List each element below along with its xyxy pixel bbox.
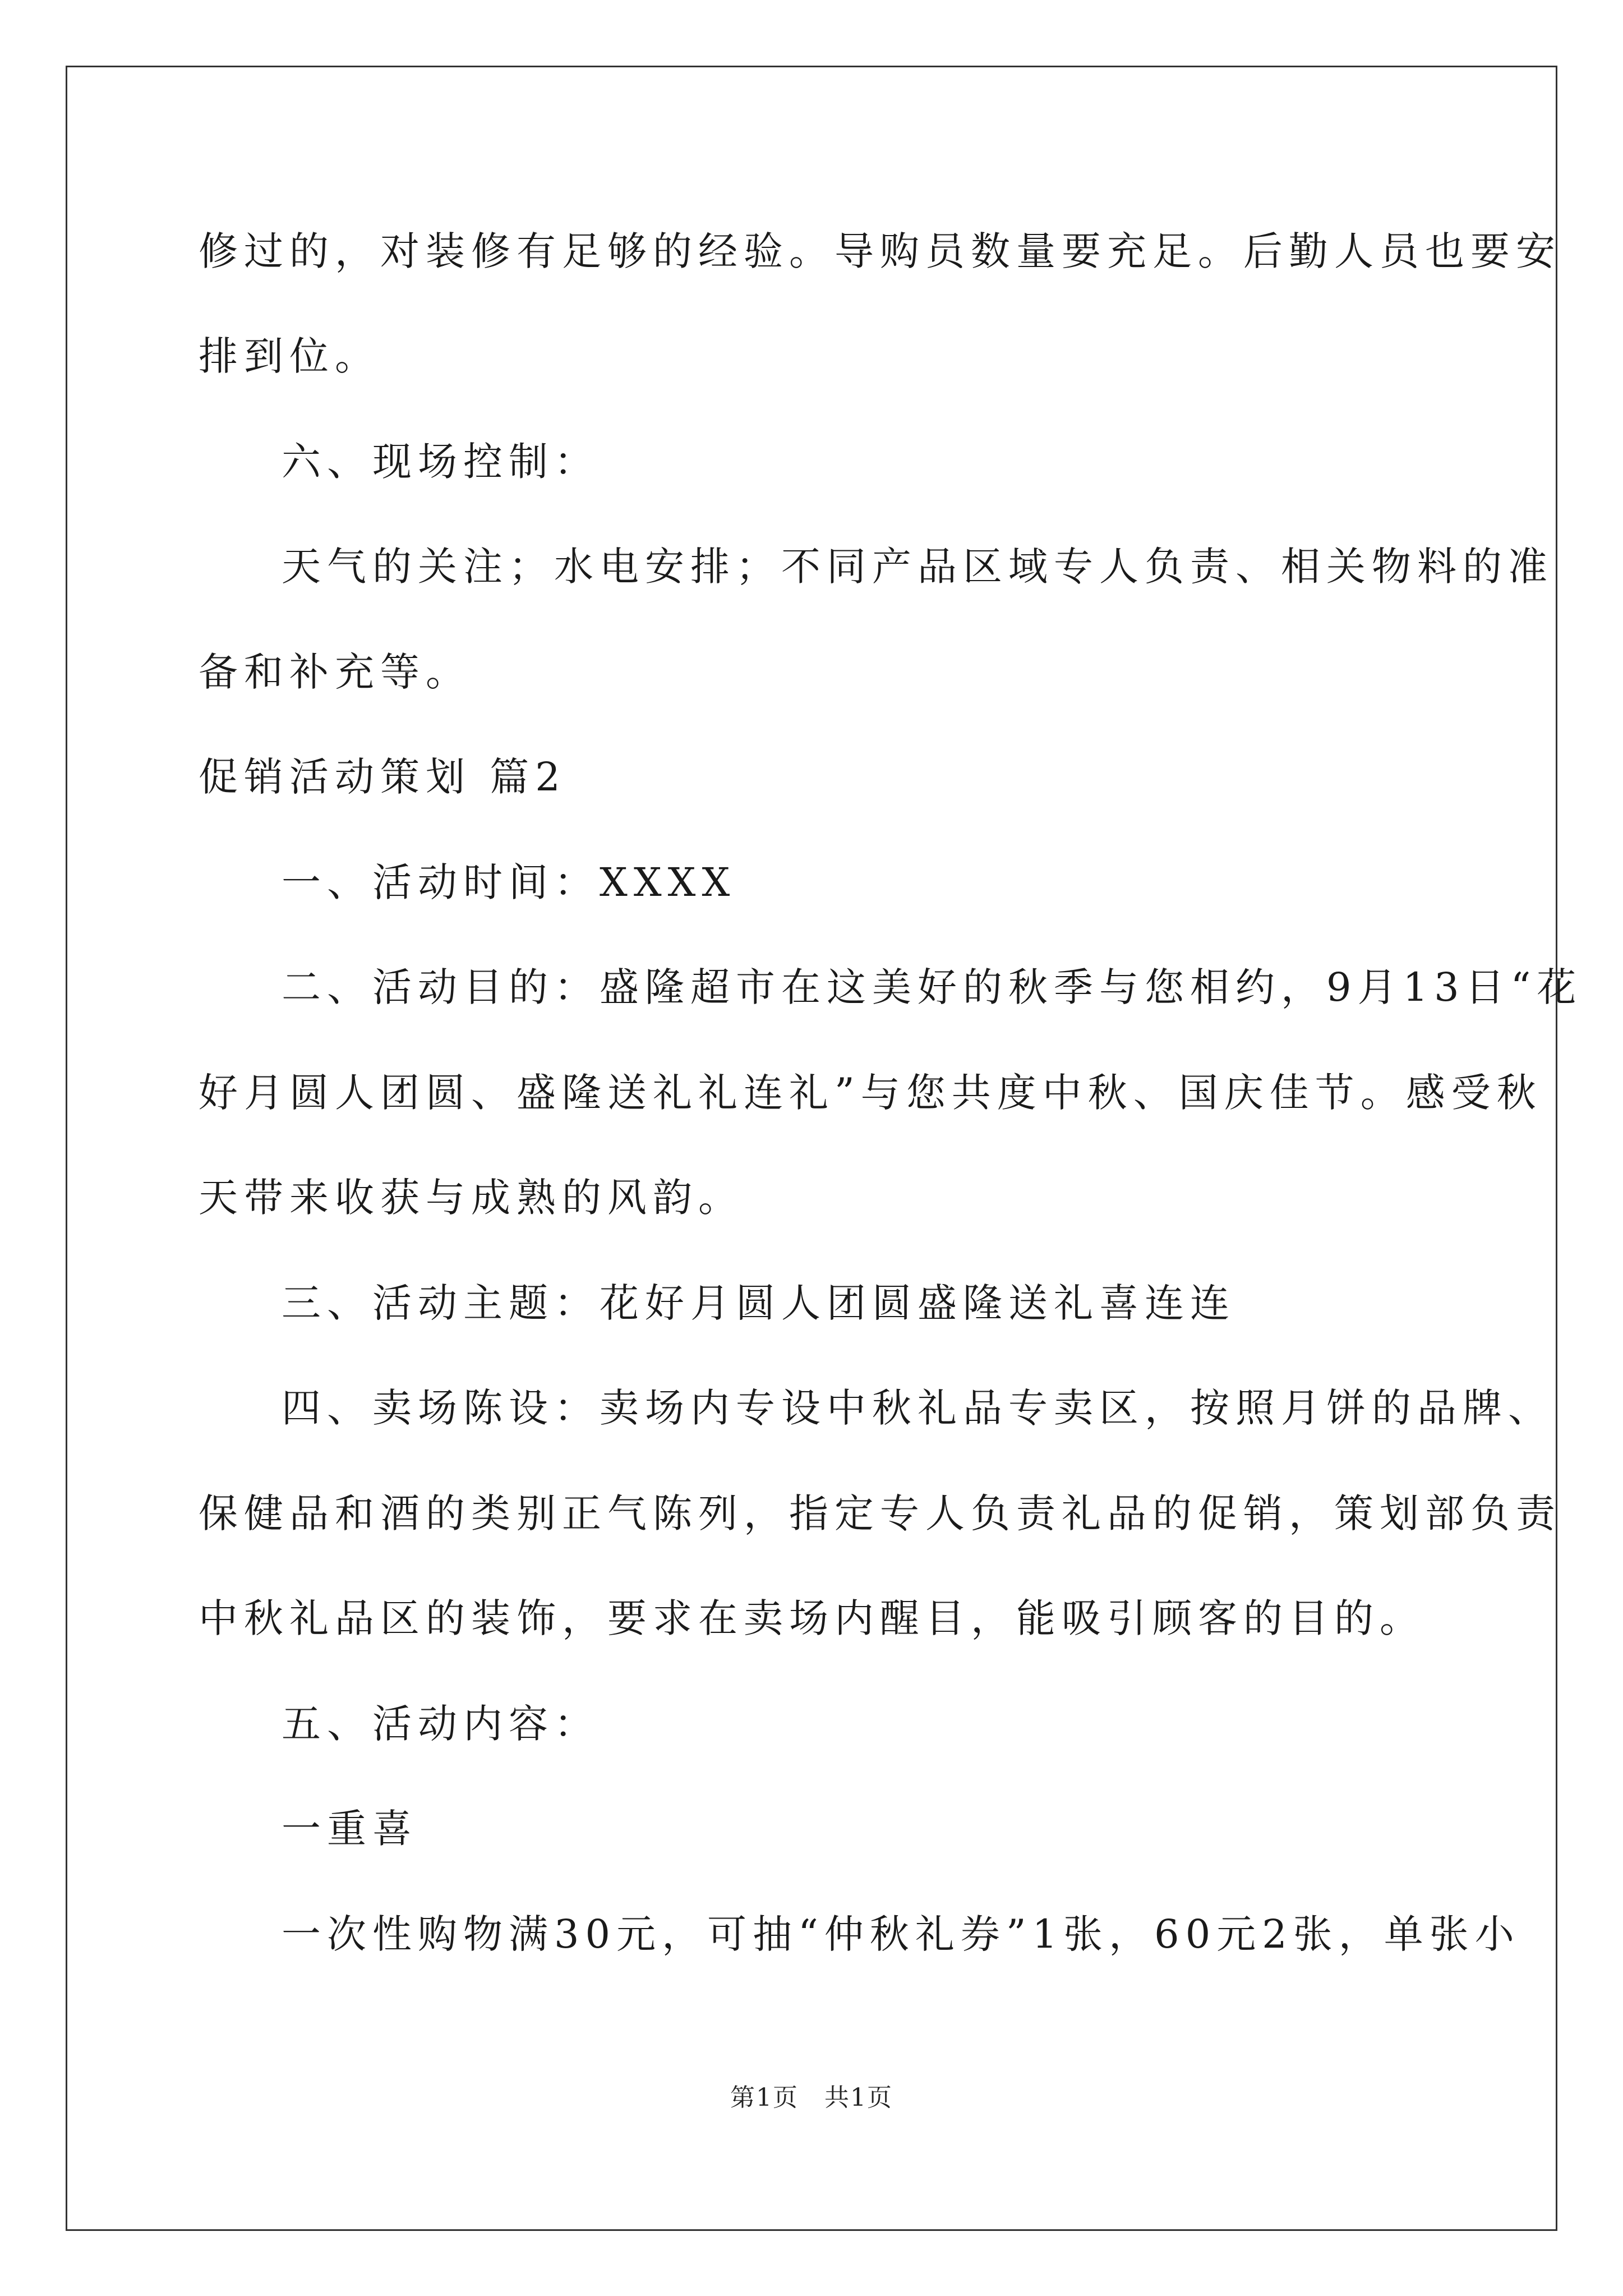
paragraph-line: 天带来收获与成熟的风韵。 xyxy=(199,1175,744,1221)
paragraph-line: 二、活动目的：盛隆超市在这美好的秋季与您相约，9月13日“花 xyxy=(282,964,1583,1010)
paragraph-line: 中秋礼品区的装饰，要求在卖场内醒目，能吸引顾客的目的。 xyxy=(199,1595,1425,1641)
section-heading: 一、活动时间：XXXX xyxy=(282,859,736,905)
paragraph-line: 好月圆人团圆、盛隆送礼礼连礼”与您共度中秋、国庆佳节。感受秋 xyxy=(199,1070,1542,1116)
paragraph-line: 保健品和酒的类别正气陈列，指定专人负责礼品的促销，策划部负责 xyxy=(199,1490,1561,1536)
section-heading: 六、现场控制： xyxy=(282,439,600,485)
paragraph-line: 备和补充等。 xyxy=(199,649,471,695)
page-footer: 第1页 共1页 xyxy=(730,2083,893,2112)
article-title: 促销活动策划 篇2 xyxy=(199,754,566,800)
paragraph-line: 排到位。 xyxy=(199,333,380,379)
paragraph-line: 一次性购物满30元，可抽“仲秋礼券”1张，60元2张，单张小 xyxy=(282,1911,1520,1957)
paragraph-line: 修过的，对装修有足够的经验。导购员数量要充足。后勤人员也要安 xyxy=(199,228,1561,274)
subsection-heading: 一重喜 xyxy=(282,1806,418,1852)
paragraph-line: 天气的关注；水电安排；不同产品区域专人负责、相关物料的准 xyxy=(282,544,1553,590)
section-heading: 五、活动内容： xyxy=(282,1701,600,1747)
paragraph-line: 四、卖场陈设：卖场内专设中秋礼品专卖区，按照月饼的品牌、 xyxy=(282,1385,1553,1431)
page-border xyxy=(66,66,1557,2231)
section-heading: 三、活动主题：花好月圆人团圆盛隆送礼喜连连 xyxy=(282,1280,1235,1326)
